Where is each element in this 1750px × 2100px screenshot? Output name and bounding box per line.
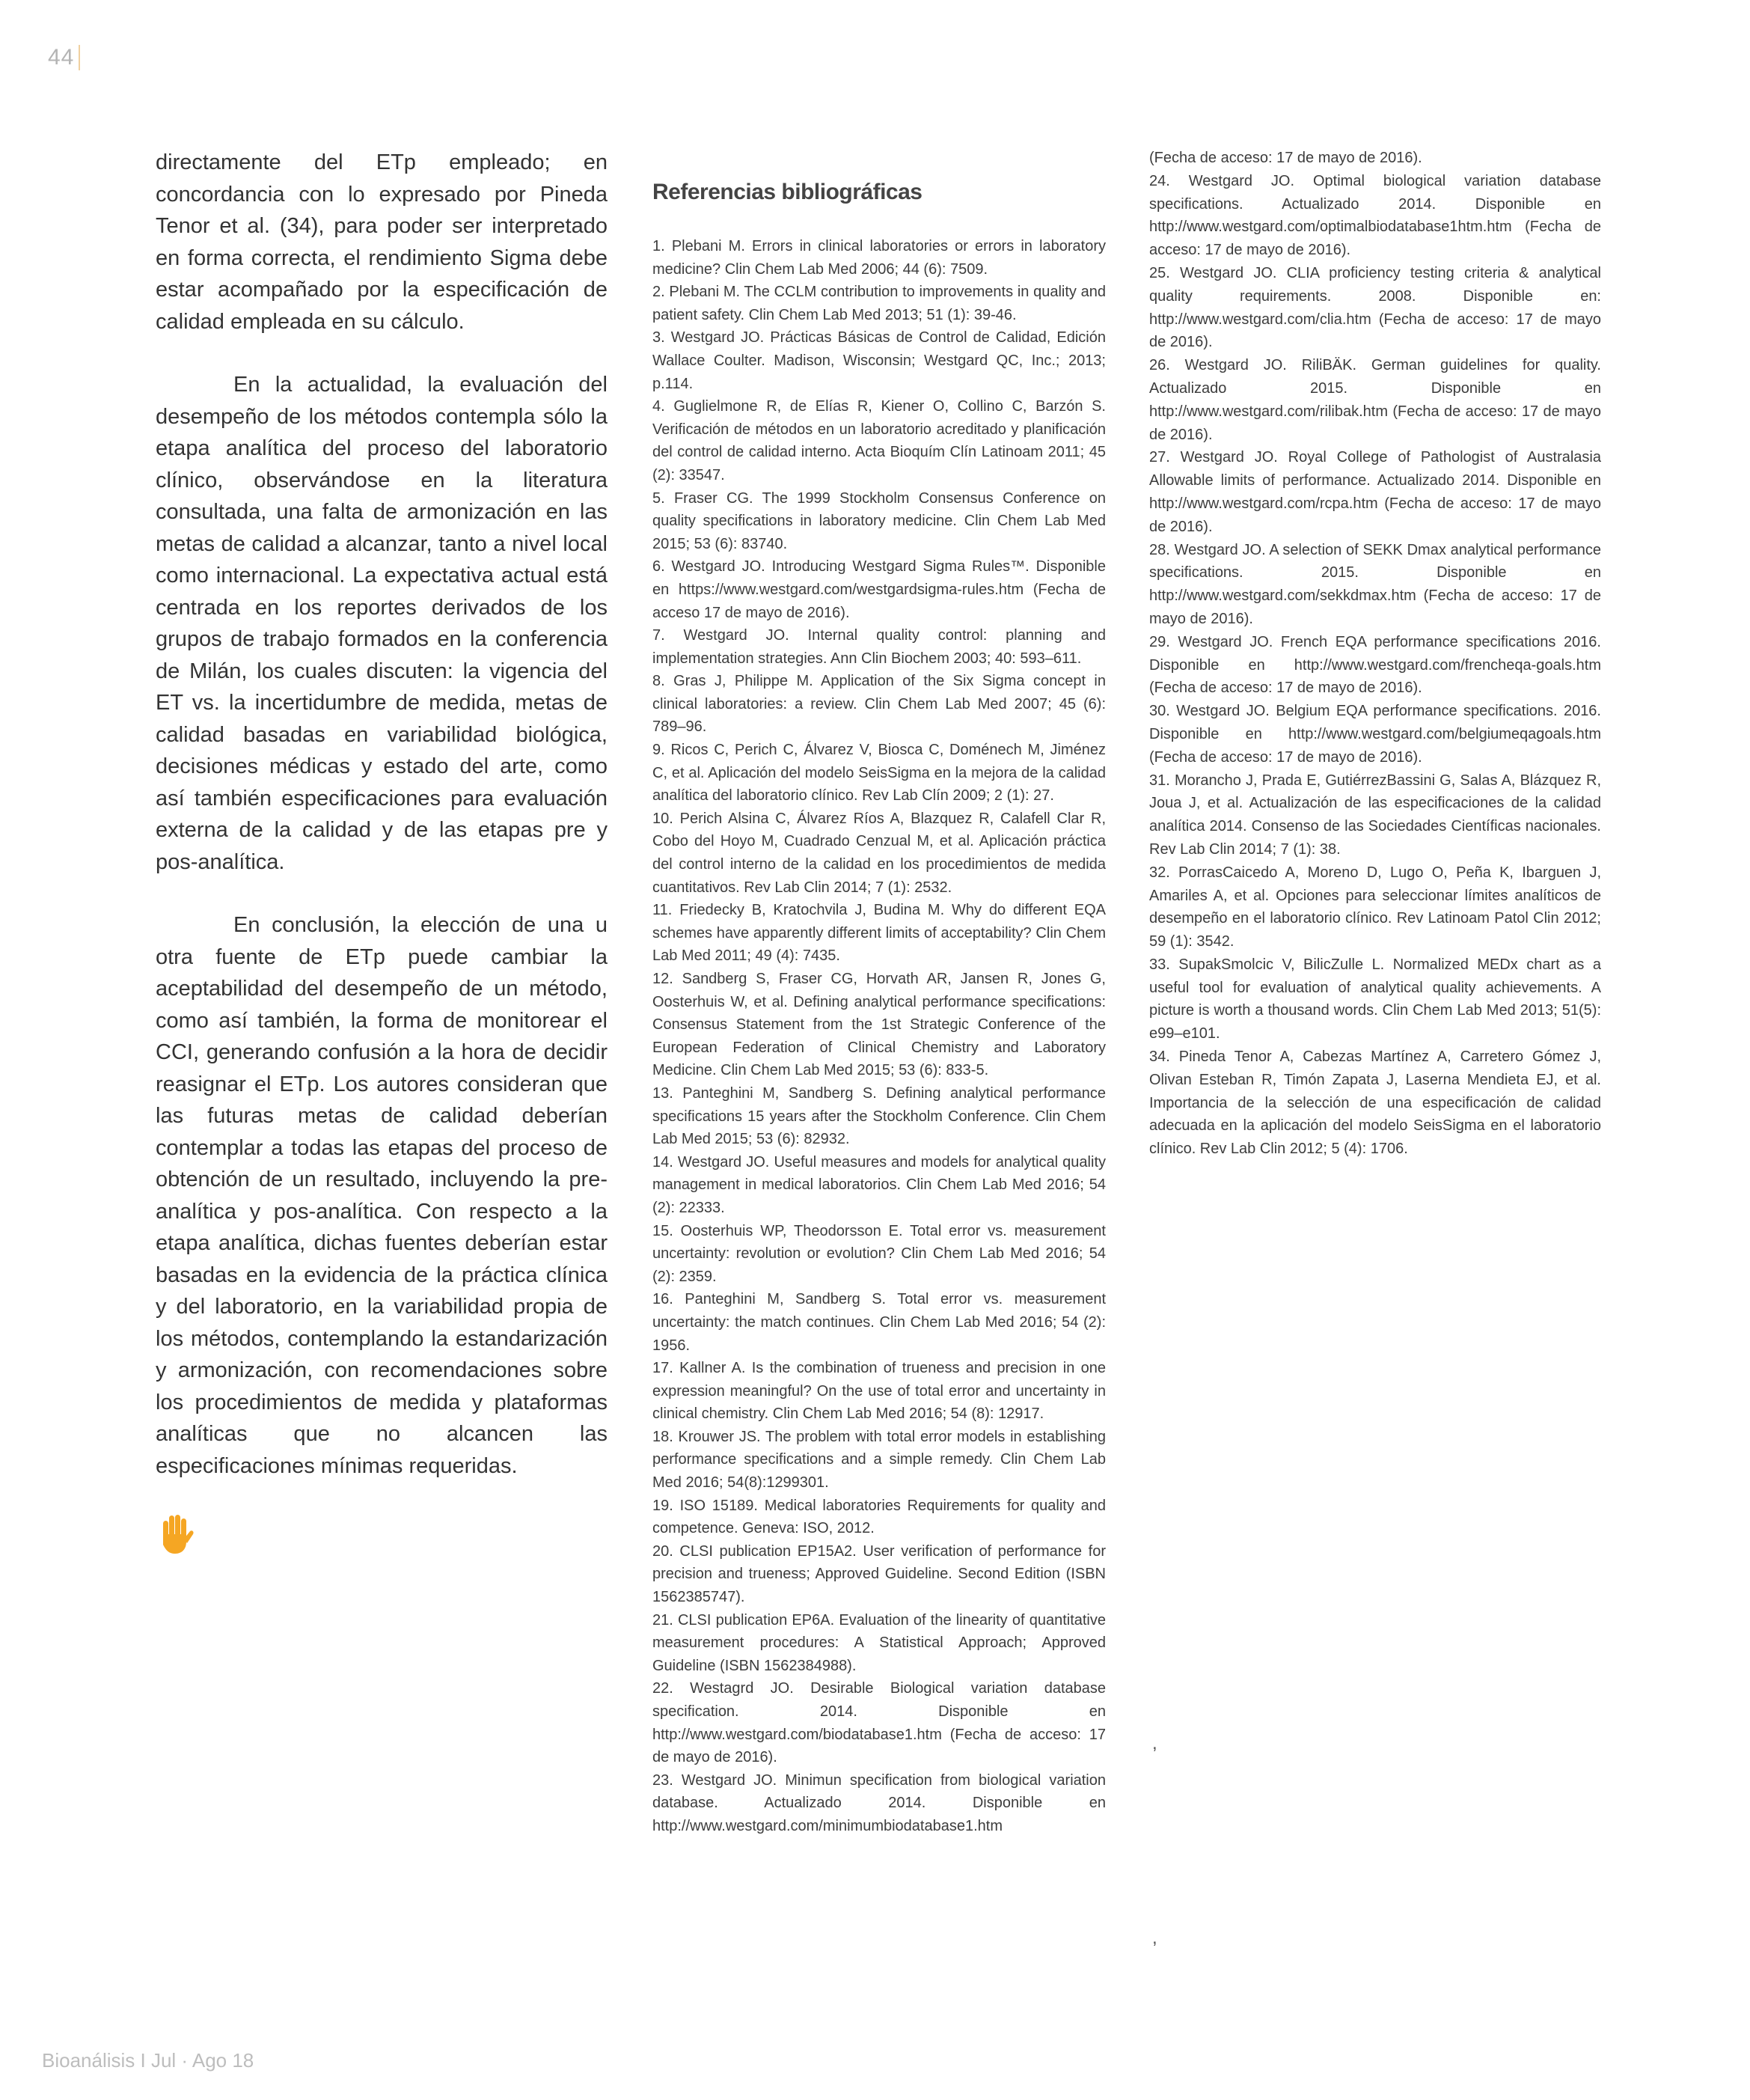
- hand-icon: [156, 1513, 196, 1555]
- reference-item: 11. Friedecky B, Kratochvila J, Budina M. Why do different EQA schemes have apparently different limits of acceptability? Clin Chem Lab Med 2011; 49 (4): 7435.: [652, 902, 1106, 965]
- reference-item: 8. Gras J, Philippe M. Application of the Six Sigma concept in clinical laboratories: a review. Clin Chem Lab Med 2007; 45 (6): 789–96.: [652, 673, 1106, 736]
- reference-item: 20. CLSI publication EP15A2. User verification of performance for precision and trueness; Approved Guideline. Second Edition (ISBN 1562385747).: [652, 1542, 1106, 1606]
- body-text-column: [156, 147, 608, 1555]
- reference-item: 26. Westgard JO. RiliBÄK. German guidelines for quality. Actualizado 2015. Disponible en http://www.westgard.com/rilibak.htm (Fecha de acceso: 17 de mayo de 2016).: [1149, 357, 1601, 443]
- reference-item: 1. Plebani M. Errors in clinical laboratories or errors in laboratory medicine? Clin Chem Lab Med 2006; 44 (6): 7509.: [652, 238, 1106, 278]
- reference-item: 12. Sandberg S, Fraser CG, Horvath AR, Jansen R, Jones G, Oosterhuis W, et al. Defining analytical performance specifications: Consensus Statement from the 1st Strategic Conference of the European Federation of Clinical Chemistry and Laboratory Medicine. Clin Chem Lab Med 2015; 53 (6): 833-5.: [652, 971, 1106, 1079]
- reference-item: 31. Morancho J, Prada E, GutiérrezBassini G, Salas A, Blázquez R, Joua J, et al. Actualización de las especificaciones de la calidad analítica 2014. Consenso de las Sociedades Científicas nacionales. Rev Lab Clin 2014; 7 (1): 38.: [1149, 772, 1601, 858]
- reference-item: 3. Westgard JO. Prácticas Básicas de Control de Calidad, Edición Wallace Coulter. Madison, Wisconsin; Westgard QC, Inc.; 2013; p.114.: [652, 329, 1106, 392]
- reference-item: 34. Pineda Tenor A, Cabezas Martínez A, Carretero Gómez J, Olivan Esteban R, Timón Zapata J, Laserna Mendieta EJ, et al. Importancia de la selección de una especificación de calidad adecuada en la aplicación del modelo SeisSigma en el laboratorio clínico. Rev Lab Clin 2012; 5 (4): 1706.: [1149, 1049, 1601, 1158]
- stray-comma-mark: ,: [1152, 1928, 1157, 1948]
- reference-item: 6. Westgard JO. Introducing Westgard Sigma Rules™. Disponible en https://www.westgard.com/westgardsigma-rules.htm (Fecha de acceso 17 de mayo de 2016).: [652, 558, 1106, 621]
- reference-item: 5. Fraser CG. The 1999 Stockholm Consensus Conference on quality specifications in laboratory medicine. Clin Chem Lab Med 2015; 53 (6): 83740.: [652, 489, 1106, 552]
- reference-item: 23. Westgard JO. Minimun specification from biological variation database. Actualizado 2014. Disponible en http://www.westgard.com/minimumbiodatabase1.htm: [652, 1771, 1106, 1834]
- reference-item: 29. Westgard JO. French EQA performance specifications 2016. Disponible en http://www.westgard.com/frencheqa-goals.htm (Fecha de acceso: 17 de mayo de 2016).: [1149, 633, 1601, 697]
- reference-item: 10. Perich Alsina C, Álvarez Ríos A, Blazquez R, Calafell Clar R, Cobo del Hoyo M, Cuadrado Cenzual M, et al. Aplicación práctica del control interno de la calidad en los procedimientos de medida cuantitativos. Rev Lab Clin 2014; 7 (1): 2532.: [652, 810, 1106, 896]
- reference-item: 13. Panteghini M, Sandberg S. Defining analytical performance specifications 15 years after the Stockholm Conference. Clin Chem Lab Med 2015; 53 (6): 82932.: [652, 1084, 1106, 1148]
- reference-item: 14. Westgard JO. Useful measures and models for analytical quality management in medical laboratorios. Clin Chem Lab Med 2016; 54 (2): 22333.: [652, 1153, 1106, 1216]
- body-paragraph: En conclusión, la elección de una u otra fuente de ETp puede cambiar la aceptabilidad del desempeño de un método, como así también, la forma de monitorear el CCI, generando confusión a la hora de decidir reasignar el ETp. Los autores consideran que las futuras metas de calidad deberían contemplar a todas las etapas del proceso de obtención de un resultado, incluyendo la pre-analítica y pos-analítica. Con respecto a la etapa analítica, dichas fuentes deberían estar basadas en la evidencia de la práctica clínica y del laboratorio, en la variabilidad propia de los métodos, contemplando la estandarización y armonización, con recomendaciones sobre los procedimientos de medida y plataformas analíticas que no alcancen las especificaciones mínimas requeridas.: [156, 913, 608, 1478]
- footer-text: Bioanálisis I Jul · Ago 18: [42, 2049, 254, 2072]
- body-paragraph: directamente del ETp empleado; en concordancia con lo expresado por Pineda Tenor et al. (34), para poder ser interpretado en forma correcta, el rendimiento Sigma debe estar acompañado por la especificación de calidad empleada en su cálculo.: [156, 150, 608, 334]
- reference-item: 33. SupakSmolcic V, BilicZulle L. Normalized MEDx chart as a useful tool for evaluation of analytical quality achievements. A picture is worth a thousand words. Clin Chem Lab Med 2013; 51(5): e99–e101.: [1149, 956, 1601, 1043]
- references-column-2: [1149, 147, 1601, 1161]
- reference-item: 16. Panteghini M, Sandberg S. Total error vs. measurement uncertainty: the match continues. Clin Chem Lab Med 2016; 54 (2): 1956.: [652, 1291, 1106, 1354]
- reference-item: (Fecha de acceso: 17 de mayo de 2016).: [1149, 150, 1422, 166]
- reference-item: 15. Oosterhuis WP, Theodorsson E. Total error vs. measurement uncertainty: revolution or evolution? Clin Chem Lab Med 2016; 54 (2): 2359.: [652, 1222, 1106, 1285]
- reference-item: 18. Krouwer JS. The problem with total error models in establishing performance specifications and a simple remedy. Clin Chem Lab Med 2016; 54(8):1299301.: [652, 1428, 1106, 1492]
- reference-item: 21. CLSI publication EP6A. Evaluation of the linearity of quantitative measurement procedures: A Statistical Approach; Approved Guideline (ISBN 1562384988).: [652, 1611, 1106, 1674]
- reference-item: 25. Westgard JO. CLIA proficiency testing criteria & analytical quality requirements. 2008. Disponible en: http://www.westgard.com/clia.htm (Fecha de acceso: 17 de mayo de 2016).: [1149, 264, 1601, 351]
- reference-item: 7. Westgard JO. Internal quality control: planning and implementation strategies. Ann Clin Biochem 2003; 40: 593–611.: [652, 627, 1106, 667]
- references-column-1: [652, 235, 1106, 1838]
- page-number: 44: [48, 45, 80, 70]
- body-paragraph: En la actualidad, la evaluación del desempeño de los métodos contempla sólo la etapa analítica del proceso del laboratorio clínico, observándose en la literatura consultada, una falta de armonización en las metas de calidad a alcanzar, tanto a nivel local como internacional. La expectativa actual está centrada en los reportes derivados de los grupos de trabajo formados en la conferencia de Milán, los cuales discuten: la vigencia del ET vs. la incertidumbre de medida, metas de calidad basadas en variabilidad biológica, decisiones médicas y estado del arte, como así también especificaciones para evaluación externa de la calidad y de las etapas pre y pos-analítica.: [156, 373, 608, 874]
- reference-item: 2. Plebani M. The CCLM contribution to improvements in quality and patient safety. Clin Chem Lab Med 2013; 51 (1): 39-46.: [652, 284, 1106, 323]
- reference-item: 19. ISO 15189. Medical laboratories Requirements for quality and competence. Geneva: ISO, 2012.: [652, 1497, 1106, 1537]
- reference-item: 22. Westagrd JO. Desirable Biological variation database specification. 2014. Disponible en http://www.westgard.com/biodatabase1.htm (Fecha de acceso: 17 de mayo de 2016).: [652, 1680, 1106, 1766]
- references-title: Referencias bibliográficas: [652, 180, 923, 204]
- reference-item: 27. Westgard JO. Royal College of Pathologist of Australasia Allowable limits of performance. Actualizado 2014. Disponible en http://www.westgard.com/rcpa.htm (Fecha de acceso: 17 de mayo de 2016).: [1149, 449, 1601, 535]
- reference-item: 32. PorrasCaicedo A, Moreno D, Lugo O, Peña K, Ibarguen J, Amariles A, et al. Opciones para seleccionar límites analíticos de desempeño en el laboratorio clínico. Rev Latinoam Patol Clin 2012; 59 (1): 3542.: [1149, 864, 1601, 950]
- reference-item: 28. Westgard JO. A selection of SEKK Dmax analytical performance specifications. 2015. Disponible en http://www.westgard.com/sekkdmax.htm (Fecha de acceso: 17 de mayo de 2016).: [1149, 541, 1601, 627]
- reference-item: 9. Ricos C, Perich C, Álvarez V, Biosca C, Doménech M, Jiménez C, et al. Aplicación del modelo SeisSigma en la mejora de la calidad analítica del laboratorio clínico. Rev Lab Clín 2009; 2 (1): 27.: [652, 742, 1106, 805]
- stray-comma-mark: ,: [1152, 1733, 1157, 1753]
- reference-item: 24. Westgard JO. Optimal biological variation database specifications. Actualizado 2014. Disponible en http://www.westgard.com/optimalbiodatabase1htm.htm (Fecha de acceso: 17 de mayo de 2016).: [1149, 172, 1601, 259]
- reference-item: 17. Kallner A. Is the combination of trueness and precision in one expression meaningful? On the use of total error and uncertainty in clinical chemistry. Clin Chem Lab Med 2016; 54 (8): 12917.: [652, 1360, 1106, 1423]
- reference-item: 4. Guglielmone R, de Elías R, Kiener O, Collino C, Barzón S. Verificación de métodos en un laboratorio acreditado y planificación del control de calidad interno. Acta Bioquím Clín Latinoam 2011; 45 (2): 33547.: [652, 398, 1106, 483]
- reference-item: 30. Westgard JO. Belgium EQA performance specifications. 2016. Disponible en http://www.westgard.com/belgiumeqagoals.htm (Fecha de acceso: 17 de mayo de 2016).: [1149, 703, 1601, 766]
